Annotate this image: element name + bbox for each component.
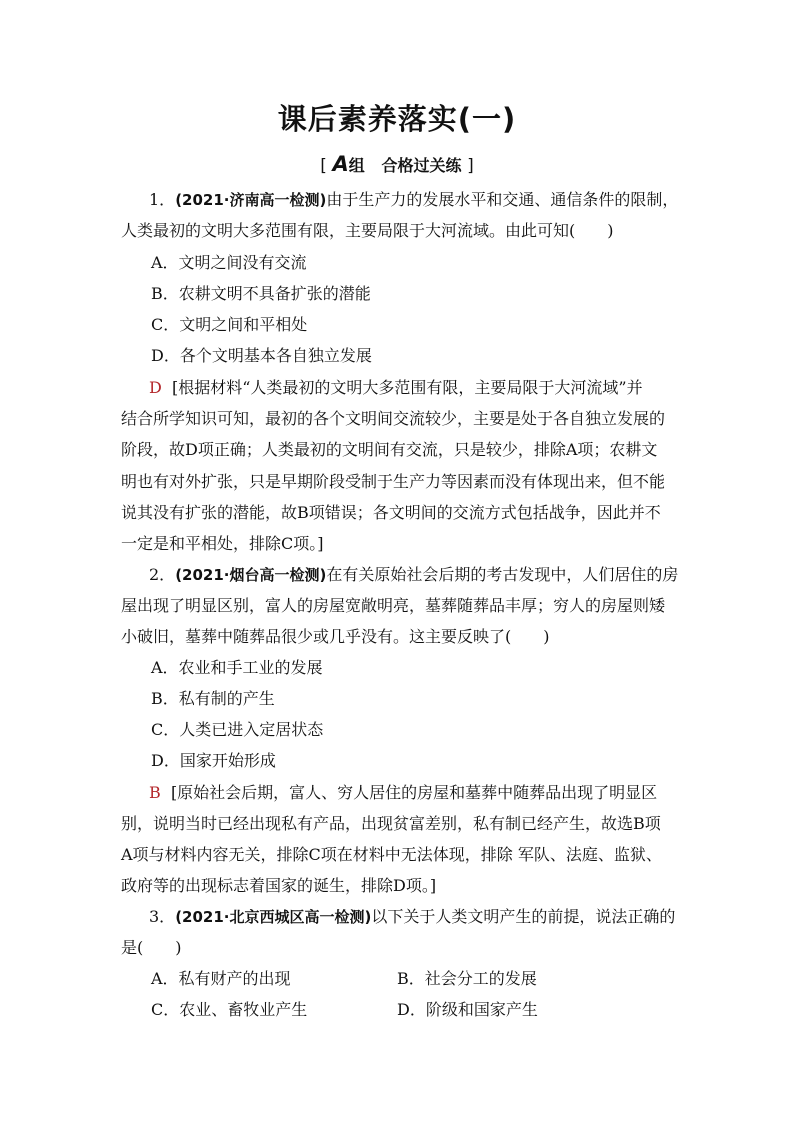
question-2-option-b: B．私有制的产生 xyxy=(151,689,275,708)
question-1-source: (2021·济南高一检测) xyxy=(175,191,327,209)
question-2-explanation-line-2: 别，说明当时已经出现私有产品，出现贫富差别，私有制已经产生，故选B项 xyxy=(121,814,661,833)
question-1-explanation-line-6: 一定是和平相处，排除C项。] xyxy=(121,534,324,553)
question-2-option-c: C．人类已进入定居状态 xyxy=(151,720,324,739)
question-2-stem: 在有关原始社会后期的考古发现中，人们居住的房 xyxy=(326,565,679,584)
question-3-number: 3． xyxy=(149,907,176,926)
section-heading xyxy=(0,152,794,176)
question-1-option-c: C．文明之间和平相处 xyxy=(151,315,308,334)
question-3-option-a: A．私有财产的出现 xyxy=(151,969,291,988)
question-2-stem-line-2: 屋出现了明显区别，富人的房屋宽敞明亮，墓葬随葬品丰厚；穷人的房屋则矮 xyxy=(121,596,666,615)
question-3-option-b: B．社会分工的发展 xyxy=(397,969,537,988)
question-2-explanation-line-1 xyxy=(149,783,709,803)
question-2-option-a: A．农业和手工业的发展 xyxy=(151,658,323,677)
question-1-explanation-line-1 xyxy=(149,378,709,398)
question-1-explanation-line-4: 明也有对外扩张，只是早期阶段受制于生产力等因素而没有体现出来，但不能 xyxy=(121,472,666,491)
question-1-option-b: B．农耕文明不具备扩张的潜能 xyxy=(151,284,371,303)
section-open-bracket: [ xyxy=(320,156,327,176)
question-1-option-d: D．各个文明基本各自独立发展 xyxy=(151,346,372,365)
question-1-explanation-line-5: 说其没有扩张的潜能，故B项错误；各文明间的交流方式包括战争，因此并不 xyxy=(121,503,661,522)
question-2-answer: B xyxy=(149,783,161,802)
question-1-number: 1． xyxy=(149,190,176,209)
question-1-explanation-line-3: 阶段，故D项正确；人类最初的文明间有交流，只是较少，排除A项；农耕文 xyxy=(121,440,658,459)
question-2-explanation-line-3: A项与材料内容无关，排除C项在材料中无法体现，排除 军队、法庭、监狱、 xyxy=(121,845,662,864)
section-letter: A xyxy=(332,152,349,176)
section-label: 合格过关练 xyxy=(381,156,462,175)
question-2-number: 2． xyxy=(149,565,176,584)
question-1-stem-line-2: 人类最初的文明大多范围有限，主要局限于大河流域。由此可知( ) xyxy=(121,221,614,240)
page-title: 课后素养落实(一) xyxy=(277,102,517,136)
question-2-stem-line-3: 小破旧，墓葬中随葬品很少或几乎没有。这主要反映了( ) xyxy=(121,627,550,646)
question-1-explanation-line-2: 结合所学知识可知，最初的各个文明间交流较少，主要是处于各自独立发展的 xyxy=(121,409,666,428)
question-2-explanation-line-4: 政府等的出现标志着国家的诞生，排除D项。] xyxy=(121,876,437,895)
question-1-explanation-text: [根据材料“人类最初的文明大多范围有限，主要局限于大河流域”并 xyxy=(172,378,643,397)
question-2-option-d: D．国家开始形成 xyxy=(151,751,276,770)
section-group: 组 xyxy=(348,156,365,175)
question-3-stem: 以下关于人类文明产生的前提，说法正确的 xyxy=(371,907,676,926)
question-1-option-a: A．文明之间没有交流 xyxy=(151,253,307,272)
section-close-bracket: ] xyxy=(467,156,474,176)
question-3-stem-line-2: 是( ) xyxy=(121,938,182,957)
question-2-stem-line-1 xyxy=(149,565,709,585)
question-3-stem-line-1 xyxy=(149,907,709,927)
question-2-explanation-text: [原始社会后期，富人、穷人居住的房屋和墓葬中随葬品出现了明显区 xyxy=(170,783,658,802)
question-1-answer: D xyxy=(149,378,162,397)
question-1-stem: 由于生产力的发展水平和交通、通信条件的限制， xyxy=(326,190,679,209)
question-2-source: (2021·烟台高一检测) xyxy=(175,566,327,584)
question-3-source: (2021·北京西城区高一检测) xyxy=(175,908,372,926)
question-1-stem-line-1 xyxy=(149,190,709,210)
question-3-option-c: C．农业、畜牧业产生 xyxy=(151,1000,308,1019)
question-3-option-d: D．阶级和国家产生 xyxy=(397,1000,538,1019)
